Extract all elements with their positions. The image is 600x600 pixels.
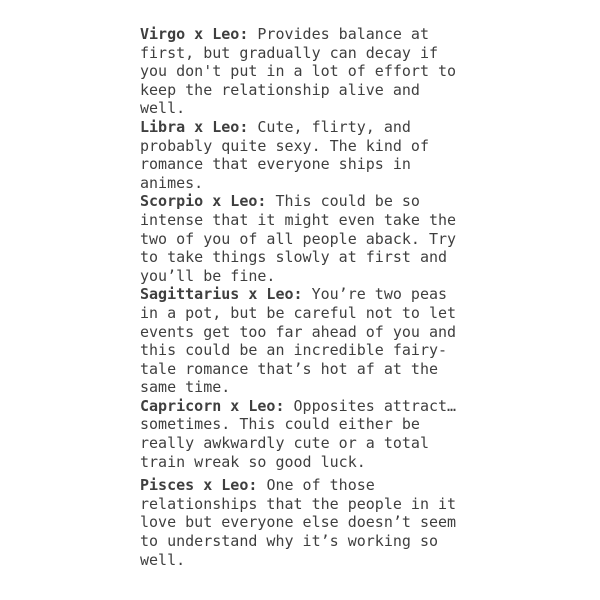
entry-sagittarius-x-leo [140,285,465,397]
entry-heading-pisces: Pisces x Leo: [140,476,258,495]
entry-body-virgo: Provides balance at first, but gradually can decay if you don't put in a lot of effort to keep the relationship alive and well. [140,25,457,118]
entry-heading-virgo: Virgo x Leo: [140,25,249,43]
entry-body-libra: Cute, flirty, and probably quite sexy. The kind of romance that everyone ships in animes. [140,117,429,192]
entry-body-pisces: One of those relationships that the people in it love but everyone else doesn’t seem to understand why it’s working so well. [140,476,457,569]
entry-virgo-x-leo [140,25,465,118]
entry-scorpio-x-leo [140,192,465,285]
entry-heading-scorpio: Scorpio x Leo: [140,192,267,211]
compatibility-list [140,25,465,569]
entry-capricorn-x-leo [140,397,465,471]
entry-body-sagittarius: You’re two peas in a pot, but be careful not to let events get too far ahead of you and this could be an incredible fairy-tale romance that’s hot af at the same time. [140,285,457,397]
entry-heading-capricorn: Capricorn x Leo: [140,396,285,415]
entry-body-capricorn: Opposites attract… sometimes. This could either be really awkwardly cute or a total train wreak so good luck. [140,396,457,471]
entry-body-scorpio: This could be so intense that it might even take the two of you of all people aback. Try to take things slowly at first and you’ll be fine. [140,192,457,285]
entry-libra-x-leo [140,118,465,192]
entry-pisces-x-leo [140,476,465,569]
entry-heading-libra: Libra x Leo: [140,117,249,136]
entry-heading-sagittarius: Sagittarius x Leo: [140,285,303,304]
